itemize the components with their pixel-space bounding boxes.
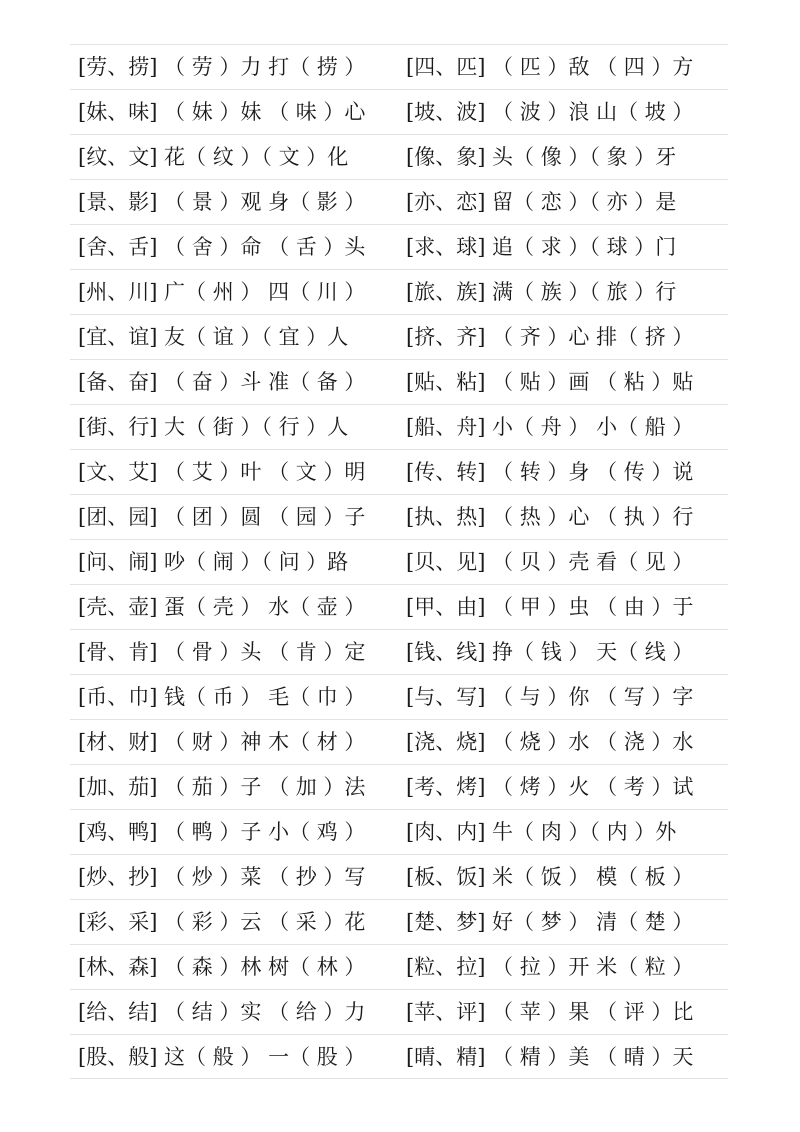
exercise-right: [与、写] （ 与 ）你 （ 写 ）字 xyxy=(406,685,694,709)
exercise-right: [像、象] 头（ 像 ）（ 象 ）牙 xyxy=(406,145,677,169)
worksheet-row xyxy=(70,44,728,89)
exercise-right: [求、球] 追（ 求 ）（ 球 ）门 xyxy=(406,235,677,259)
exercise-left: [州、川] 广（ 州 ） 四（ 川 ） xyxy=(78,280,366,304)
exercise-right: [挤、齐] （ 齐 ）心 排（ 挤 ） xyxy=(406,325,694,349)
worksheet-row xyxy=(70,809,728,854)
exercise-right: [钱、线] 挣（ 钱 ） 天（ 线 ） xyxy=(406,640,694,664)
exercise-left: [备、奋] （ 奋 ）斗 准（ 备 ） xyxy=(78,370,366,394)
exercise-left: [文、艾] （ 艾 ）叶 （ 文 ）明 xyxy=(78,460,366,484)
exercise-right: [板、饭] 米（ 饭 ） 模（ 板 ） xyxy=(406,865,694,889)
worksheet-row xyxy=(70,899,728,944)
worksheet-row xyxy=(70,449,728,494)
exercise-left: [团、园] （ 团 ）圆 （ 园 ）子 xyxy=(78,505,366,529)
worksheet-row xyxy=(70,89,728,134)
exercise-left: [给、结] （ 结 ）实 （ 给 ）力 xyxy=(78,1000,366,1024)
worksheet-row xyxy=(70,584,728,629)
exercise-right: [苹、评] （ 苹 ）果 （ 评 ）比 xyxy=(406,1000,694,1024)
exercise-left: [骨、肯] （ 骨 ）头 （ 肯 ）定 xyxy=(78,640,366,664)
exercise-left: [问、闹] 吵（ 闹 ）（ 问 ）路 xyxy=(78,550,349,574)
exercise-right: [浇、烧] （ 烧 ）水 （ 浇 ）水 xyxy=(406,730,694,754)
exercise-right: [传、转] （ 转 ）身 （ 传 ）说 xyxy=(406,460,694,484)
exercise-right: [旅、族] 满（ 族 ）（ 旅 ）行 xyxy=(406,280,677,304)
exercise-right: [考、烤] （ 烤 ）火 （ 考 ）试 xyxy=(406,775,694,799)
exercise-right: [四、匹] （ 匹 ）敌 （ 四 ）方 xyxy=(406,55,694,79)
worksheet-row xyxy=(70,404,728,449)
worksheet-row xyxy=(70,989,728,1034)
exercise-right: [贴、粘] （ 贴 ）画 （ 粘 ）贴 xyxy=(406,370,694,394)
exercise-right: [亦、恋] 留（ 恋 ）（ 亦 ）是 xyxy=(406,190,677,214)
exercise-left: [宜、谊] 友（ 谊 ）（ 宜 ）人 xyxy=(78,325,349,349)
worksheet-row xyxy=(70,494,728,539)
worksheet-row xyxy=(70,224,728,269)
exercise-left: [林、森] （ 森 ）林 树（ 林 ） xyxy=(78,955,366,979)
exercise-left: [纹、文] 花（ 纹 ）（ 文 ）化 xyxy=(78,145,349,169)
exercise-right: [楚、梦] 好（ 梦 ） 清（ 楚 ） xyxy=(406,910,694,934)
worksheet-row xyxy=(70,719,728,764)
exercise-right: [肉、内] 牛（ 肉 ）（ 内 ）外 xyxy=(406,820,677,844)
exercise-left: [鸡、鸭] （ 鸭 ）子 小（ 鸡 ） xyxy=(78,820,366,844)
exercise-left: [街、行] 大（ 街 ）（ 行 ）人 xyxy=(78,415,349,439)
worksheet-row xyxy=(70,359,728,404)
worksheet-row xyxy=(70,674,728,719)
exercise-left: [舍、舌] （ 舍 ）命 （ 舌 ）头 xyxy=(78,235,366,259)
worksheet-row xyxy=(70,1034,728,1079)
worksheet-row xyxy=(70,314,728,359)
exercise-left: [劳、捞] （ 劳 ）力 打（ 捞 ） xyxy=(78,55,366,79)
worksheet xyxy=(70,44,728,1079)
exercise-right: [贝、见] （ 贝 ）壳 看（ 见 ） xyxy=(406,550,694,574)
exercise-right: [船、舟] 小（ 舟 ） 小（ 船 ） xyxy=(406,415,694,439)
exercise-left: [加、茄] （ 茄 ）子 （ 加 ）法 xyxy=(78,775,366,799)
exercise-left: [壳、壶] 蛋（ 壳 ） 水（ 壶 ） xyxy=(78,595,366,619)
worksheet-row xyxy=(70,269,728,314)
exercise-left: [景、影] （ 景 ）观 身（ 影 ） xyxy=(78,190,366,214)
exercise-left: [妹、味] （ 妹 ）妹 （ 味 ）心 xyxy=(78,100,366,124)
exercise-right: [执、热] （ 热 ）心 （ 执 ）行 xyxy=(406,505,694,529)
worksheet-row xyxy=(70,539,728,584)
exercise-right: [粒、拉] （ 拉 ）开 米（ 粒 ） xyxy=(406,955,694,979)
worksheet-row xyxy=(70,854,728,899)
worksheet-row xyxy=(70,179,728,224)
exercise-left: [炒、抄] （ 炒 ）菜 （ 抄 ）写 xyxy=(78,865,366,889)
exercise-left: [彩、采] （ 彩 ）云 （ 采 ）花 xyxy=(78,910,366,934)
exercise-left: [股、般] 这（ 般 ） 一（ 股 ） xyxy=(78,1045,366,1069)
exercise-right: [坡、波] （ 波 ）浪 山（ 坡 ） xyxy=(406,100,694,124)
exercise-right: [晴、精] （ 精 ）美 （ 晴 ）天 xyxy=(406,1045,694,1069)
worksheet-row xyxy=(70,629,728,674)
exercise-left: [币、巾] 钱（ 币 ） 毛（ 巾 ） xyxy=(78,685,366,709)
worksheet-row xyxy=(70,944,728,989)
worksheet-row xyxy=(70,764,728,809)
exercise-right: [甲、由] （ 甲 ）虫 （ 由 ）于 xyxy=(406,595,694,619)
exercise-left: [材、财] （ 财 ）神 木（ 材 ） xyxy=(78,730,366,754)
worksheet-row xyxy=(70,134,728,179)
